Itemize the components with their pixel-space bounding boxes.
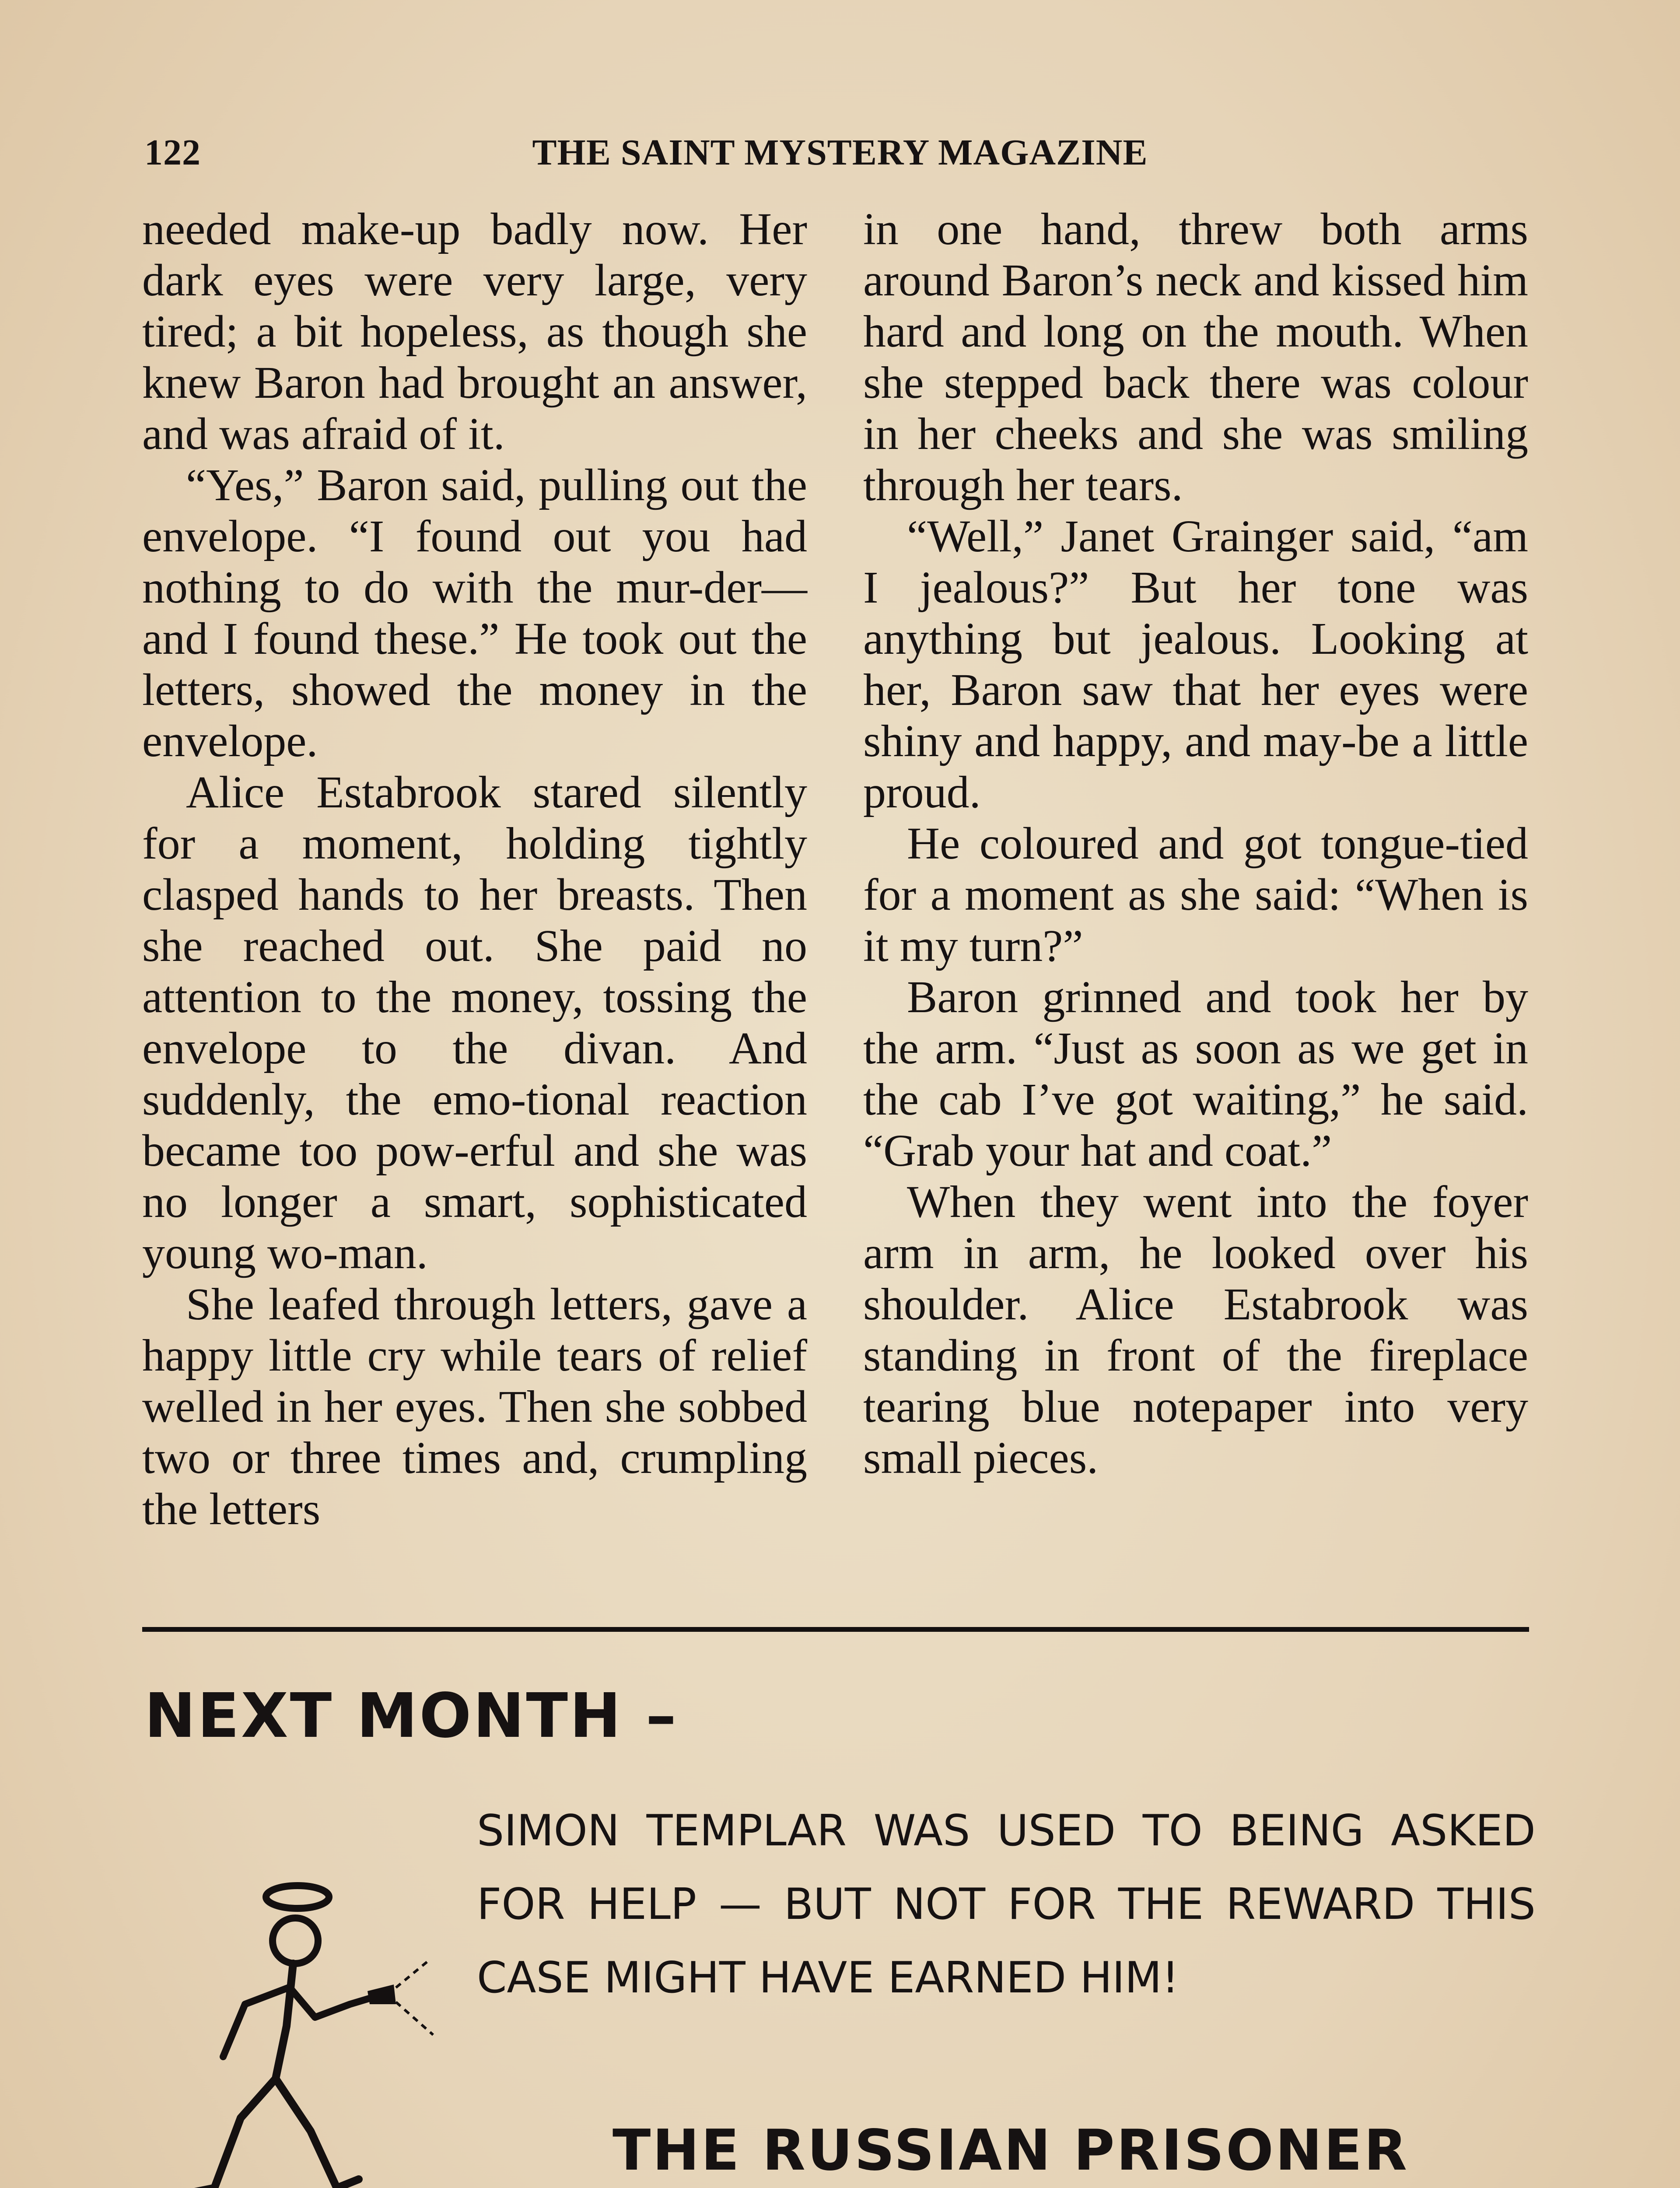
- paragraph: needed make-up badly now. Her dark eyes were very large, very tired; a bit hopeless, as though she knew Baron had brought an answer, and was afraid of it.: [142, 204, 807, 459]
- paragraph: Alice Estabrook stared silently for a moment, holding tightly clasped hands to her breasts. Then she reached out. She paid no attention to the money, tossing the envelope to the divan. And suddenly, the emo-tional reaction became too pow-erful and she was no longer a smart, sophisticated young wo-man.: [142, 767, 807, 1278]
- left-text-column: [142, 203, 807, 1535]
- paragraph: When they went into the foyer arm in arm, he looked over his shoulder. Alice Estabrook was standing in front of the fireplace tearing blue notepaper into very small pieces.: [863, 1177, 1528, 1483]
- next-month-heading: NEXT MONTH –: [144, 1680, 678, 1752]
- magazine-header-title: THE SAINT MYSTERY MAGAZINE: [532, 132, 1148, 173]
- paragraph: He coloured and got tongue-tied for a moment as she said: “When is it my turn?”: [863, 818, 1528, 971]
- paragraph: Baron grinned and took her by the arm. “Just as soon as we get in the cab I’ve got waiting,” he said. “Grab your hat and coat.”: [863, 972, 1528, 1176]
- story-title: THE RUSSIAN PRISONER: [612, 2118, 1409, 2183]
- right-text-column: [863, 203, 1528, 1483]
- paragraph: “Well,” Janet Grainger said, “am I jealous?” But her tone was anything but jealous. Looking at her, Baron saw that her eyes were shiny and happy, and may-be a little proud.: [863, 511, 1528, 817]
- paragraph: in one hand, threw both arms around Baron’s neck and kissed him hard and long on the mouth. When she stepped back there was colour in her cheeks and she was smiling through her tears.: [863, 204, 1528, 510]
- running-head: [144, 131, 1536, 184]
- saint-stick-figure-icon: [166, 1873, 464, 2188]
- section-divider: [142, 1627, 1529, 1632]
- page-number: 122: [144, 132, 201, 173]
- paragraph: “Yes,” Baron said, pulling out the envelope. “I found out you had nothing to do with the mur-der—and I found these.” He took out the letters, showed the money in the envelope.: [142, 460, 807, 766]
- story-teaser: SIMON TEMPLAR WAS USED TO BEING ASKED FOR HELP — BUT NOT FOR THE REWARD THIS CASE MIGHT HAVE EARNED HIM!: [477, 1806, 1536, 2003]
- paragraph: She leafed through letters, gave a happy little cry while tears of relief welled in her eyes. Then she sobbed two or three times and, crumpling the letters: [142, 1279, 807, 1534]
